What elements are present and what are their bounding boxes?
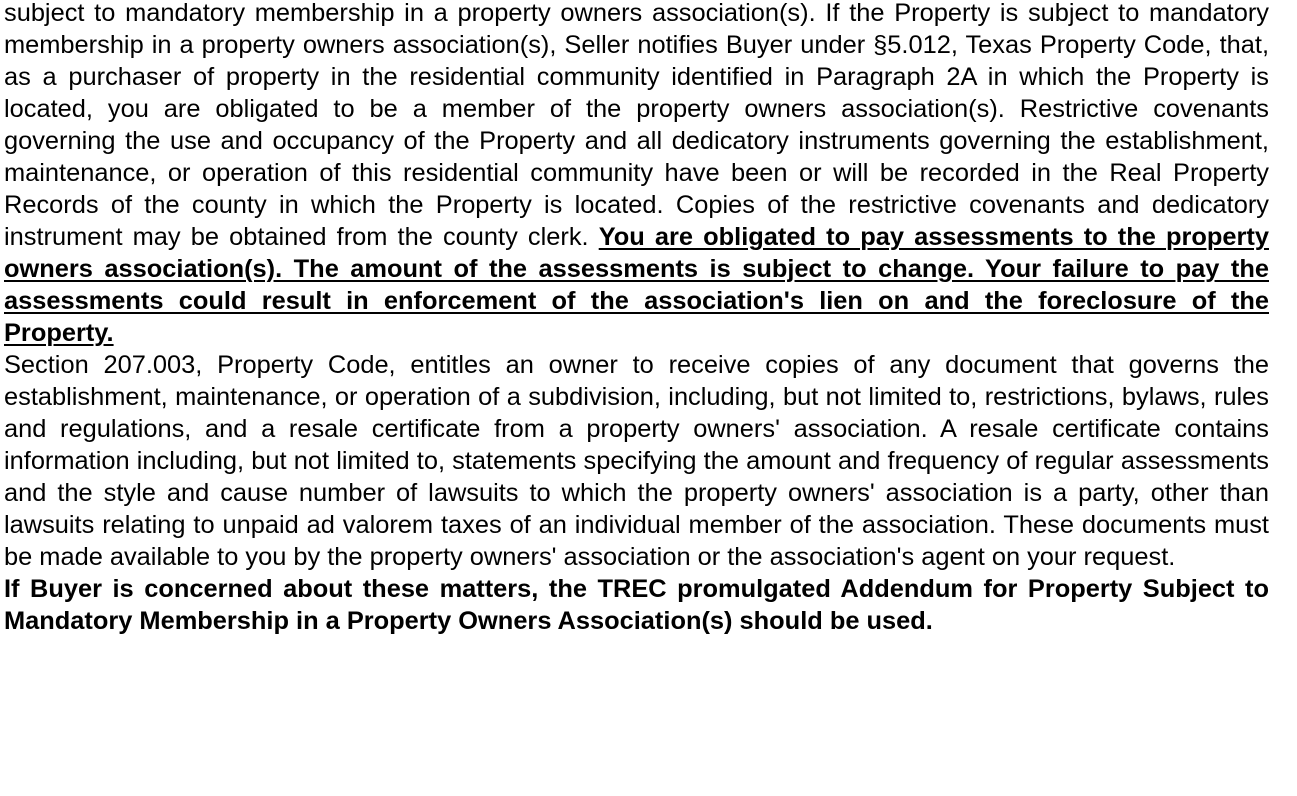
section-207-paragraph: Section 207.003, Property Code, entitles an owner to receive copies of any document that governs the establishment, maintenance, or operation of a subdivision, including, but not limited to, restrictions, bylaws, rules and regulations, and a resale certificate from a property owners' association. A resale certificate contains information including, but not limited to, statements specifying the amount and frequency of regular assessments and the style and cause number of lawsuits to which the property owners' association is a party, other than lawsuits relating to unpaid ad valorem taxes of an individual member of the association. These documents must be made available to you by the property owners' association or the association's agent on your request.	[4, 351, 1269, 571]
mandatory-membership-notice-paragraph	[4, 0, 1269, 349]
notice-text: subject to mandatory membership in a property owners association(s). If the Property is subject to mandatory membership in a property owners association(s), Seller notifies Buyer under §5.012, Texas Property Code, that, as a purchaser of property in the residential community identified in Paragraph 2A in which the Property is located, you are obligated to be a member of the property owners association(s). Restrictive covenants governing the use and occupancy of the Property and all dedicatory instruments governing the establishment, maintenance, or operation of this residential community have been or will be recorded in the Real Property Records of the county in which the Property is located. Copies of the restrictive covenants and dedicatory instrument may be obtained from the county clerk.	[4, 0, 1269, 251]
trec-addendum-paragraph: If Buyer is concerned about these matters, the TREC promulgated Addendum for Property Subject to Mandatory Membership in a Property Owners Association(s) should be used.	[4, 575, 1269, 635]
document-body	[4, 0, 1269, 637]
assessment-obligation-warning: You are obligated to pay assessments to the property owners association(s). The amount of the assessments is subject to change. Your failure to pay the assessments could result in enforcement of the association's lien on and the foreclosure of the Property.	[4, 223, 1269, 347]
